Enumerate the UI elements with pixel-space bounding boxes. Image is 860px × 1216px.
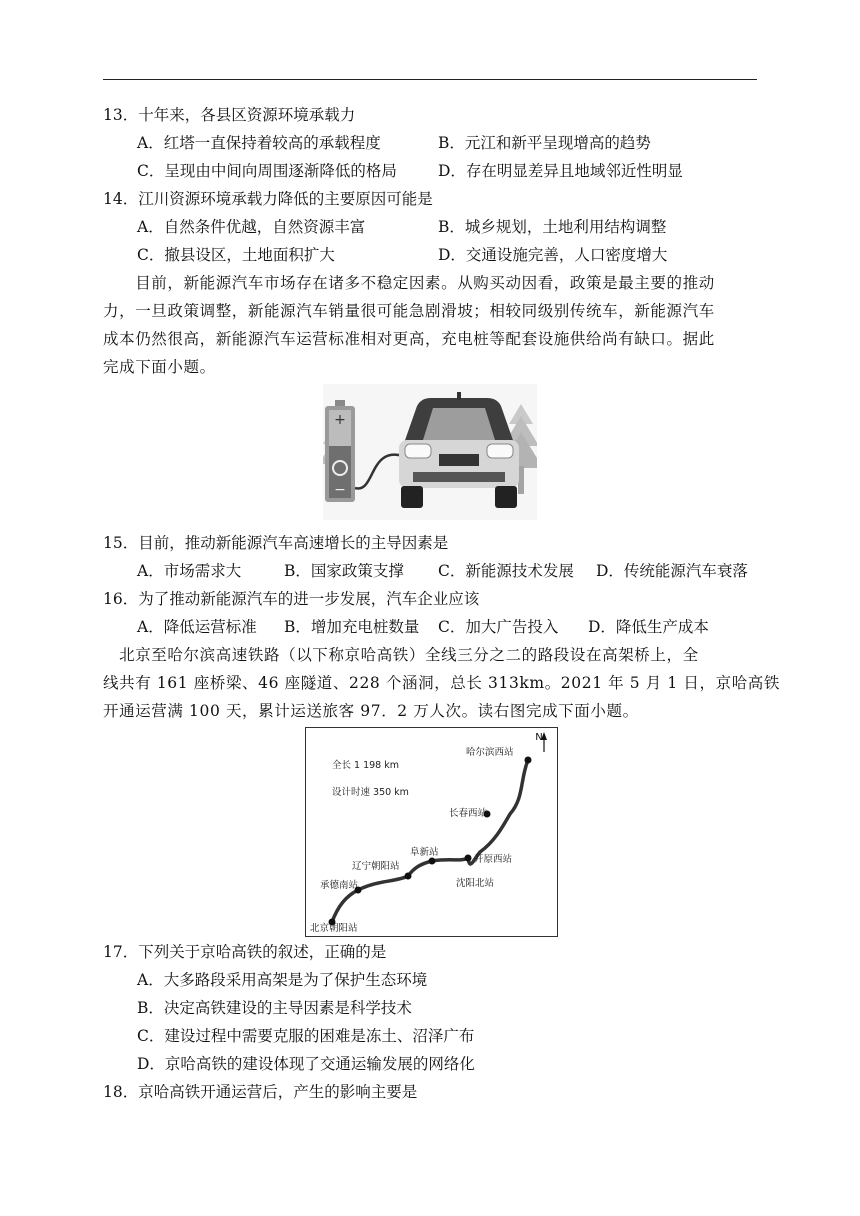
station-dot-harbin xyxy=(525,757,532,764)
station-dot-chaoyang xyxy=(405,873,412,880)
q15-option-b: B．国家政策支撑 xyxy=(284,562,404,580)
q15-option-c: C．新能源技术发展 xyxy=(438,562,574,580)
q13-option-c: C．呈现由中间向周围逐渐降低的格局 xyxy=(137,162,397,180)
q16-stem: 16．为了推动新能源汽车的进一步发展，汽车企业应该 xyxy=(103,590,480,608)
q15-option-d: D．传统能源汽车衰落 xyxy=(596,562,748,580)
passage1-line4: 完成下面小题。 xyxy=(103,358,216,376)
q17-option-d: D．京哈高铁的建设体现了交通运输发展的网络化 xyxy=(137,1055,475,1073)
q14-option-a: A．自然条件优越，自然资源丰富 xyxy=(137,218,366,236)
q14-option-d: D．交通设施完善，人口密度增大 xyxy=(438,246,668,264)
passage2-line2: 线共有 161 座桥梁、46 座隧道、228 个涵洞，总长 313km。2021 年 5 月 1 日，京哈高铁 xyxy=(103,674,781,692)
q18-stem: 18．京哈高铁开通运营后，产生的影响主要是 xyxy=(103,1083,418,1101)
station-dot-kaiyuan xyxy=(465,855,472,862)
passage1-line3: 成本仍然很高，新能源汽车运营标准相对更高，充电桩等配套设施供给尚有缺口。据此 xyxy=(103,330,715,348)
q14-stem: 14．江川资源环境承载力降低的主要原因可能是 xyxy=(103,190,433,208)
map-speed-label: 设计时速 350 km xyxy=(332,787,409,798)
passage2-line1: 北京至哈尔滨高速铁路（以下称京哈高铁）全线三分之二的路段设在高架桥上，全 xyxy=(103,646,699,664)
q13-stem: 13．十年来，各县区资源环境承载力 xyxy=(103,106,356,124)
station-label-chaoyang: 辽宁朝阳站 xyxy=(352,861,400,872)
north-label: N xyxy=(535,732,543,743)
station-label-chengde: 承德南站 xyxy=(320,880,359,891)
q17-option-c: C．建设过程中需要克服的困难是冻土、沼泽广布 xyxy=(137,1027,475,1045)
q16-option-c: C．加大广告投入 xyxy=(438,618,559,636)
q17-option-a: A．大多路段采用高架是为了保护生态环境 xyxy=(137,971,428,989)
q13-option-b: B．元江和新平呈现增高的趋势 xyxy=(438,134,651,152)
svg-text:+: + xyxy=(334,412,346,428)
north-arrow-icon xyxy=(535,732,547,752)
battery-icon xyxy=(325,400,355,502)
ev-charging-illustration xyxy=(323,384,537,520)
railway-map xyxy=(305,727,558,937)
q16-option-b: B．增加充电桩数量 xyxy=(284,618,420,636)
passage1-line2: 力，一旦政策调整，新能源汽车销量很可能急剧滑坡；相较同级别传统车，新能源汽车 xyxy=(103,302,715,320)
q15-option-a: A．市场需求大 xyxy=(137,562,242,580)
passage2-line3: 开通运营满 100 天，累计运送旅客 97．2 万人次。读右图完成下面小题。 xyxy=(103,702,639,720)
q17-option-b: B．决定高铁建设的主导因素是科学技术 xyxy=(137,999,412,1017)
q17-stem: 17．下列关于京哈高铁的叙述，正确的是 xyxy=(103,943,387,961)
station-label-harbin: 哈尔滨西站 xyxy=(466,747,514,758)
header-rule xyxy=(103,79,757,80)
q13-option-a: A．红塔一直保持着较高的承载程度 xyxy=(137,134,381,152)
station-label-shenyang: 沈阳北站 xyxy=(456,878,495,889)
map-length-label: 全长 1 198 km xyxy=(332,760,399,771)
q16-option-a: A．降低运营标准 xyxy=(137,618,257,636)
q15-stem: 15．目前，推动新能源汽车高速增长的主导因素是 xyxy=(103,534,449,552)
svg-text:−: − xyxy=(334,482,346,498)
q16-option-d: D．降低生产成本 xyxy=(588,618,709,636)
railway-line xyxy=(332,760,528,922)
station-label-kaiyuan: 开原西站 xyxy=(474,854,513,865)
station-label-beijing: 北京朝阳站 xyxy=(310,923,358,934)
station-dot-fuxin xyxy=(429,858,436,865)
q14-option-b: B．城乡规划，土地利用结构调整 xyxy=(438,218,667,236)
station-label-fuxin: 阜新站 xyxy=(410,847,439,858)
q13-option-d: D．存在明显差异且地域邻近性明显 xyxy=(438,162,683,180)
station-label-changchun: 长春西站 xyxy=(449,808,488,819)
passage1-line1: 目前，新能源汽车市场存在诸多不稳定因素。从购买动因看，政策是最主要的推动 xyxy=(103,274,715,292)
q14-option-c: C．撤县设区，土地面积扩大 xyxy=(137,246,335,264)
